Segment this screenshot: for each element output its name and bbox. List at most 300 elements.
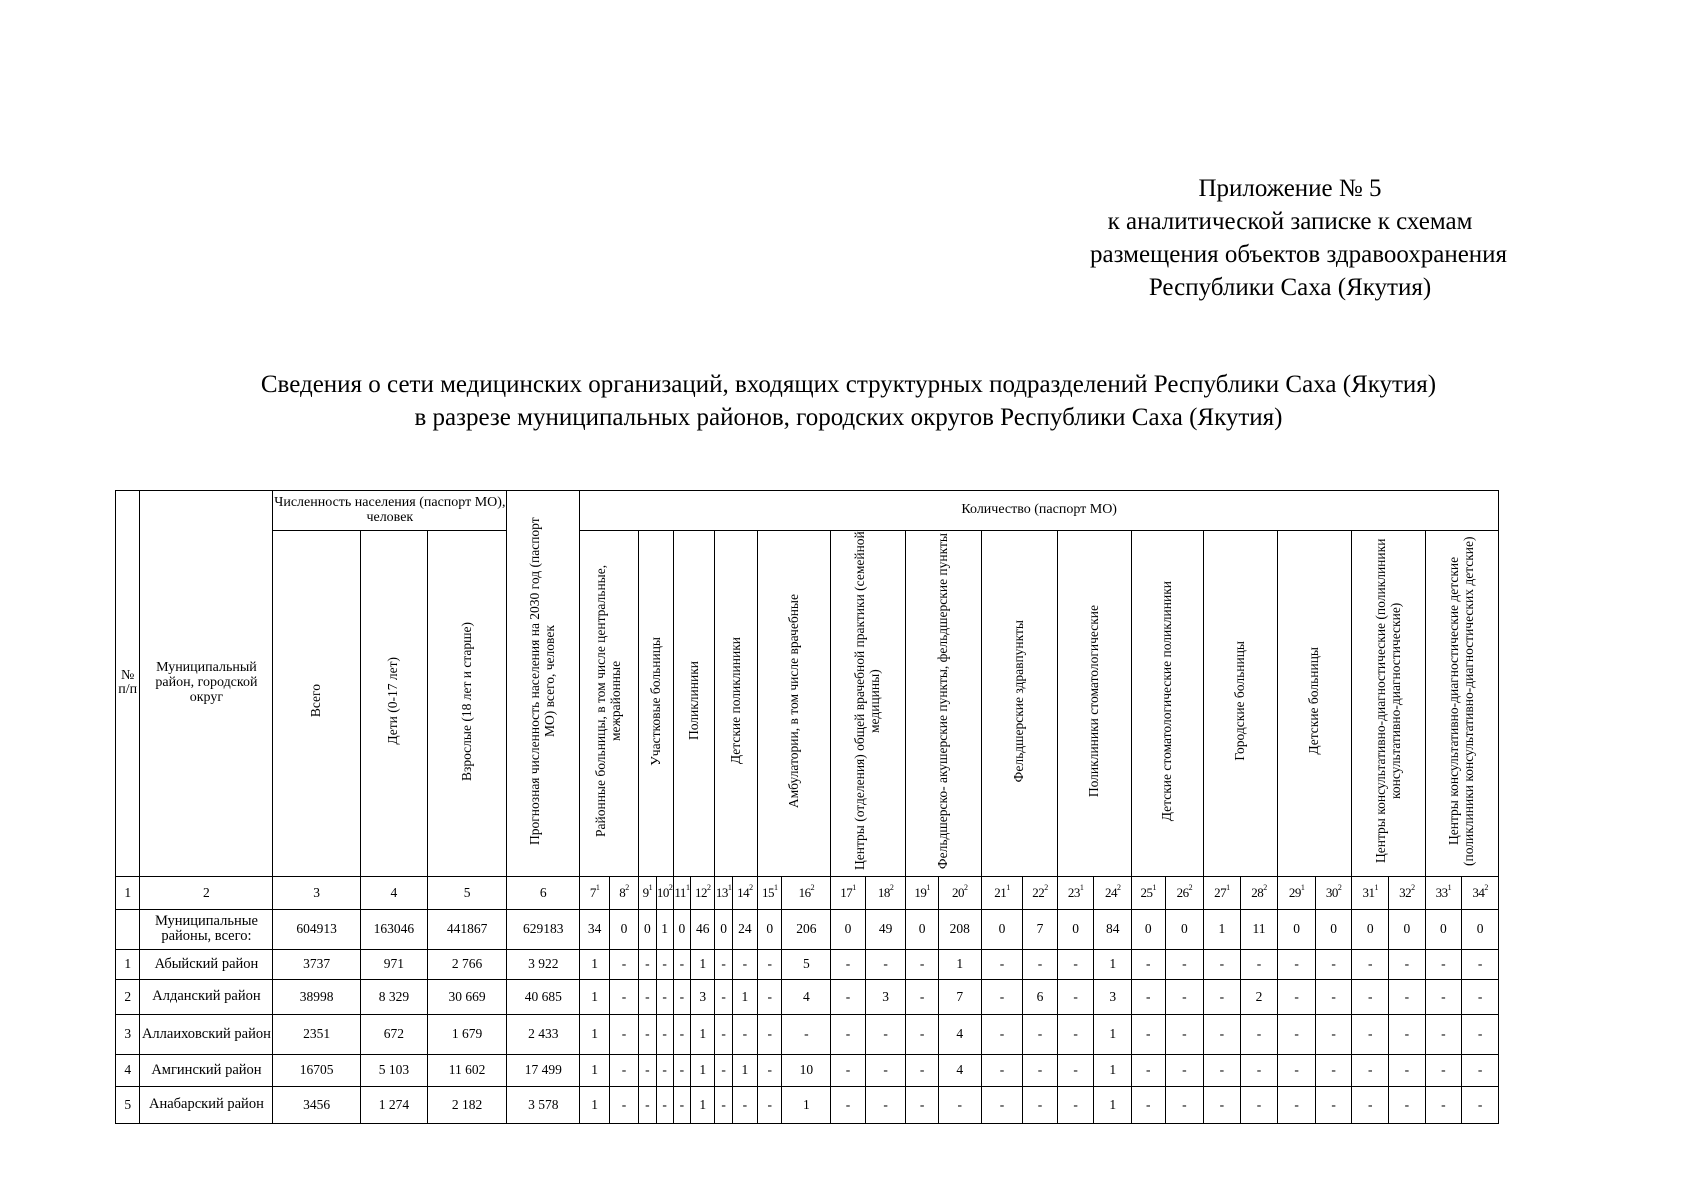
cell-value: - [981, 1054, 1023, 1086]
cell-value: - [1204, 1014, 1241, 1054]
column-number-sup: 2 [1188, 882, 1193, 892]
column-number [782, 876, 831, 909]
cell-value: 1 [691, 1014, 715, 1054]
cell-value: 1 [691, 1086, 715, 1123]
cell-total: 3456 [273, 1086, 360, 1123]
column-number-main: 27 [1214, 884, 1227, 900]
cell-value: - [1204, 949, 1241, 979]
header-row-categories [116, 531, 1499, 877]
cell-children: 672 [360, 1014, 427, 1054]
header-children [360, 531, 427, 877]
cell-value: - [1425, 949, 1462, 979]
cell-forecast: 3 578 [507, 1086, 580, 1123]
cell-value: 1 [1094, 1014, 1132, 1054]
column-number: 1 [116, 876, 140, 909]
cell-value: 0 [906, 909, 939, 949]
cell-value: - [639, 949, 656, 979]
table-row [116, 949, 1499, 979]
column-number-sup: 1 [1226, 882, 1230, 892]
cell-value: - [609, 1086, 638, 1123]
cell-value: - [1204, 979, 1241, 1014]
cell-value: - [906, 1054, 939, 1086]
header-category-text: Центры (отделения) общей врачебной практики (семейной медицины) [852, 531, 883, 871]
column-number-sup: 1 [774, 882, 778, 892]
cell-value: - [906, 1014, 939, 1054]
column-number-sup: 2 [1484, 882, 1488, 892]
column-number [1425, 876, 1462, 909]
column-number [1165, 876, 1204, 909]
column-number-sup: 1 [1447, 882, 1452, 892]
cell-children: 5 103 [360, 1054, 427, 1086]
cell-value: - [1389, 949, 1426, 979]
header-category-text: Амбулатории, в том числе врачебные [785, 593, 801, 809]
cell-value: - [758, 949, 782, 979]
cell-value: - [831, 979, 866, 1014]
column-number-sup: 2 [749, 882, 753, 892]
row-name: Анабарский район [140, 1086, 273, 1123]
cell-value: 0 [609, 909, 638, 949]
cell-value: - [673, 1086, 690, 1123]
column-number [1023, 876, 1058, 909]
cell-value: - [732, 1014, 757, 1054]
cell-value: - [1057, 1086, 1094, 1123]
table-row [116, 979, 1499, 1014]
column-number-sup: 2 [964, 882, 968, 892]
cell-value: - [1352, 979, 1389, 1014]
cell-value: - [1278, 949, 1316, 979]
cell-value: - [1425, 1086, 1462, 1123]
cell-value: 84 [1094, 909, 1132, 949]
column-number [758, 876, 782, 909]
cell-forecast: 2 433 [507, 1014, 580, 1054]
column-number-main: 13 [715, 884, 728, 900]
cell-value: 1 [691, 1054, 715, 1086]
cell-total: 604913 [273, 909, 360, 949]
cell-value: - [981, 979, 1023, 1014]
cell-value: 1 [691, 949, 715, 979]
column-number-main: 10 [656, 884, 669, 900]
cell-value: 4 [938, 1054, 981, 1086]
header-population-group: Численность населения (паспорт МО), человек [273, 491, 507, 531]
column-number: 6 [507, 876, 580, 909]
cell-value: - [1165, 949, 1204, 979]
cell-value: - [758, 1086, 782, 1123]
cell-total: 38998 [273, 979, 360, 1014]
cell-value: - [906, 979, 939, 1014]
column-number-main: 14 [737, 884, 750, 900]
cell-forecast: 40 685 [507, 979, 580, 1014]
appendix-line: Приложение № 5 [1198, 175, 1382, 202]
cell-value: - [1315, 949, 1352, 979]
header-category-text: Фельдшерские здравпункты [1010, 619, 1026, 783]
cell-value: - [639, 1054, 656, 1086]
cell-value: - [1315, 979, 1352, 1014]
header-name: Муниципальный район, городской округ [140, 491, 273, 877]
column-number-main: 19 [914, 884, 927, 900]
cell-value: - [715, 1086, 732, 1123]
column-number-main: 34 [1472, 884, 1485, 900]
cell-value: 0 [1315, 909, 1352, 949]
cell-value: 1 [938, 949, 981, 979]
cell-forecast: 629183 [507, 909, 580, 949]
cell-value: 24 [732, 909, 757, 949]
cell-value: - [1462, 1054, 1499, 1086]
cell-value: - [1425, 1014, 1462, 1054]
cell-value: 0 [1131, 909, 1165, 949]
cell-total: 2351 [273, 1014, 360, 1054]
column-number [691, 876, 715, 909]
cell-value: 1 [782, 1086, 831, 1123]
cell-total: 16705 [273, 1054, 360, 1086]
header-category [1204, 531, 1278, 877]
header-category [639, 531, 674, 877]
column-number [1240, 876, 1278, 909]
column-number [580, 876, 609, 909]
cell-value: 0 [1165, 909, 1204, 949]
cell-value: - [1352, 949, 1389, 979]
header-forecast [507, 491, 580, 877]
header-row-groups [116, 491, 1499, 531]
cell-value: 7 [938, 979, 981, 1014]
document-title [0, 368, 1697, 434]
cell-value: - [1057, 1054, 1094, 1086]
cell-value: 0 [639, 909, 656, 949]
header-category [981, 531, 1057, 877]
cell-value: 1 [656, 909, 673, 949]
cell-value: 1 [1094, 1054, 1132, 1086]
cell-adults: 1 679 [427, 1014, 506, 1054]
cell-adults: 2 182 [427, 1086, 506, 1123]
column-number-main: 20 [952, 884, 965, 900]
cell-value: - [1057, 949, 1094, 979]
appendix-line: размещения объектов здравоохранения [1090, 241, 1508, 268]
table-row [116, 909, 1499, 949]
header-category [1131, 531, 1203, 877]
cell-value: 2 [1240, 979, 1278, 1014]
column-number-sup: 2 [1044, 882, 1048, 892]
column-number: 5 [427, 876, 506, 909]
column-number-main: 8 [619, 884, 626, 900]
cell-value: 0 [758, 909, 782, 949]
cell-value: - [1165, 1054, 1204, 1086]
cell-value: - [1315, 1014, 1352, 1054]
column-number: 4 [360, 876, 427, 909]
cell-value: 1 [580, 949, 609, 979]
row-name: Абыйский район [140, 949, 273, 979]
column-number [981, 876, 1023, 909]
cell-value: - [758, 979, 782, 1014]
cell-value: 208 [938, 909, 981, 949]
cell-value: 0 [1278, 909, 1316, 949]
cell-value: - [732, 949, 757, 979]
column-number-sup: 2 [625, 882, 629, 892]
cell-value: - [938, 1086, 981, 1123]
cell-value: 0 [715, 909, 732, 949]
cell-value: - [758, 1014, 782, 1054]
column-number-main: 22 [1032, 884, 1045, 900]
cell-value: - [715, 979, 732, 1014]
column-number [831, 876, 866, 909]
header-category-text: Центры консультативно-диагностические детские (поликлиники консультативно-диагностических детские) [1445, 536, 1476, 866]
column-number-main: 25 [1140, 884, 1153, 900]
cell-value: - [1204, 1086, 1241, 1123]
cell-value: - [1389, 979, 1426, 1014]
cell-value: - [758, 1054, 782, 1086]
cell-children: 1 274 [360, 1086, 427, 1123]
header-category-text: Участковые больницы [647, 636, 663, 766]
column-number-sup: 2 [707, 882, 711, 892]
cell-value: - [1240, 1086, 1278, 1123]
cell-total: 3737 [273, 949, 360, 979]
cell-value: - [1204, 1054, 1241, 1086]
column-number-sup: 1 [1079, 882, 1084, 892]
column-number-sup: 1 [1006, 882, 1010, 892]
column-number-main: 33 [1435, 884, 1448, 900]
cell-value: 1 [580, 979, 609, 1014]
cell-value: - [831, 949, 866, 979]
cell-value: - [1023, 1014, 1058, 1054]
cell-value: - [865, 1086, 906, 1123]
cell-value: 3 [691, 979, 715, 1014]
cell-value: - [715, 1014, 732, 1054]
cell-value: - [1315, 1054, 1352, 1086]
column-number-sup: 1 [1300, 882, 1305, 892]
cell-value: - [656, 1086, 673, 1123]
cell-value: 7 [1023, 909, 1058, 949]
appendix-header [1090, 172, 1508, 304]
header-children-text: Дети (0-17 лет) [385, 657, 401, 745]
row-number: 4 [116, 1054, 140, 1086]
column-number [906, 876, 939, 909]
header-category [580, 531, 639, 877]
cell-value: - [609, 1014, 638, 1054]
cell-value: - [1278, 1086, 1316, 1123]
header-category-text: Поликлиники стоматологические [1085, 604, 1101, 798]
cell-value: - [673, 949, 690, 979]
cell-value: 1 [580, 1086, 609, 1123]
header-category-text: Детские больницы [1306, 647, 1322, 755]
cell-value: - [1240, 949, 1278, 979]
column-number-sup: 1 [1374, 882, 1378, 892]
cell-value: - [656, 1014, 673, 1054]
cell-value: 0 [1425, 909, 1462, 949]
cell-value: 10 [782, 1054, 831, 1086]
cell-adults: 2 766 [427, 949, 506, 979]
header-category-text: Детские поликлиники [727, 637, 743, 765]
column-number-main: 7 [589, 884, 596, 900]
cell-value: - [639, 1086, 656, 1123]
row-name: Муниципальные районы, всего: [140, 909, 273, 949]
column-number-main: 12 [695, 884, 707, 900]
column-number-sup: 1 [595, 882, 600, 892]
cell-value: 11 [1240, 909, 1278, 949]
cell-value: - [715, 949, 732, 979]
cell-value: - [673, 1054, 690, 1086]
header-category [673, 531, 715, 877]
column-number-main: 18 [877, 884, 890, 900]
column-number-main: 9 [642, 884, 649, 900]
cell-value: - [1425, 1054, 1462, 1086]
cell-value: - [1131, 1086, 1165, 1123]
cell-value: 0 [1389, 909, 1426, 949]
column-number-sup: 1 [926, 882, 930, 892]
cell-value: - [1165, 1086, 1204, 1123]
cell-value: - [656, 979, 673, 1014]
cell-value: - [1278, 979, 1316, 1014]
cell-value: - [609, 1054, 638, 1086]
cell-value: - [639, 979, 656, 1014]
cell-value: - [1165, 979, 1204, 1014]
cell-value: - [1352, 1014, 1389, 1054]
column-number-sup: 2 [889, 882, 894, 892]
cell-value: - [865, 949, 906, 979]
cell-value: 3 [865, 979, 906, 1014]
cell-value: 4 [782, 979, 831, 1014]
column-number-sup: 2 [1337, 882, 1342, 892]
column-number-main: 29 [1288, 884, 1301, 900]
cell-value: 4 [938, 1014, 981, 1054]
cell-value: - [1425, 979, 1462, 1014]
column-number [1352, 876, 1389, 909]
cell-value: - [1023, 1086, 1058, 1123]
cell-value: - [906, 1086, 939, 1123]
column-number-main: 31 [1362, 884, 1375, 900]
column-number [865, 876, 906, 909]
header-category-text: Городские больницы [1232, 641, 1248, 761]
column-number-sup: 2 [668, 882, 673, 892]
header-adults [427, 531, 506, 877]
row-number [116, 909, 140, 949]
cell-value: - [865, 1014, 906, 1054]
cell-value: - [1315, 1086, 1352, 1123]
header-category-text: Центры консультативно-диагностические (поликлиники консультативно-диагностические) [1372, 538, 1403, 864]
cell-value: - [831, 1086, 866, 1123]
cell-value: - [1352, 1086, 1389, 1123]
cell-forecast: 17 499 [507, 1054, 580, 1086]
cell-value: - [639, 1014, 656, 1054]
column-number [715, 876, 732, 909]
appendix-line: к аналитической записке к схемам [1107, 208, 1473, 235]
column-number-main: 24 [1104, 884, 1117, 900]
header-category [758, 531, 831, 877]
cell-value: - [1389, 1014, 1426, 1054]
cell-value: - [1131, 1054, 1165, 1086]
cell-value: - [732, 1086, 757, 1123]
cell-value: 1 [1204, 909, 1241, 949]
column-number-main: 15 [762, 884, 775, 900]
table-row [116, 1014, 1499, 1054]
cell-value: - [782, 1014, 831, 1054]
cell-value: - [1131, 979, 1165, 1014]
header-category [1057, 531, 1131, 877]
cell-value: 1 [1094, 949, 1132, 979]
cell-value: - [656, 1054, 673, 1086]
cell-value: - [1057, 979, 1094, 1014]
header-category-text: Поликлиники [685, 661, 701, 741]
column-number-main: 28 [1251, 884, 1264, 900]
header-forecast-text: Прогнозная численность населения на 2030 год (паспорт МО) всего, человек [527, 517, 558, 845]
cell-value: 6 [1023, 979, 1058, 1014]
cell-value: 1 [732, 1054, 757, 1086]
cell-value: - [1165, 1014, 1204, 1054]
cell-value: - [656, 949, 673, 979]
column-number [1462, 876, 1499, 909]
cell-value: - [906, 949, 939, 979]
cell-value: 1 [732, 979, 757, 1014]
header-adults-text: Взрослые (18 лет и старше) [458, 621, 474, 781]
cell-value: - [673, 979, 690, 1014]
cell-value: - [1352, 1054, 1389, 1086]
column-number-main: 26 [1176, 884, 1189, 900]
cell-value: - [609, 979, 638, 1014]
header-category [1352, 531, 1425, 877]
column-number [639, 876, 656, 909]
column-number-sup: 1 [852, 882, 856, 892]
cell-value: 0 [831, 909, 866, 949]
column-number [1204, 876, 1241, 909]
column-number-main: 11 [674, 884, 686, 900]
cell-value: - [1023, 949, 1058, 979]
cell-value: - [1462, 1014, 1499, 1054]
column-number-main: 30 [1325, 884, 1338, 900]
cell-value: 0 [1057, 909, 1094, 949]
column-number-sup: 1 [648, 882, 653, 892]
cell-value: - [1389, 1054, 1426, 1086]
cell-value: - [1462, 1086, 1499, 1123]
cell-value: - [981, 1014, 1023, 1054]
cell-value: 46 [691, 909, 715, 949]
column-number-sup: 2 [810, 882, 815, 892]
column-number [1315, 876, 1352, 909]
column-number [673, 876, 690, 909]
column-number-sup: 2 [1116, 882, 1121, 892]
cell-value: - [1131, 1014, 1165, 1054]
cell-value: - [865, 1054, 906, 1086]
header-category [1278, 531, 1352, 877]
column-number [1057, 876, 1094, 909]
cell-value: - [1240, 1054, 1278, 1086]
column-number [938, 876, 981, 909]
header-category-text: Фельдшерско- акушерские пункты, фельдшерские пункты [935, 532, 951, 870]
cell-value: 206 [782, 909, 831, 949]
column-number-main: 21 [994, 884, 1007, 900]
column-number: 3 [273, 876, 360, 909]
cell-children: 8 329 [360, 979, 427, 1014]
column-number: 2 [140, 876, 273, 909]
title-line: в разрезе муниципальных районов, городских округов Республики Саха (Якутия) [414, 404, 1283, 431]
row-name: Амгинский район [140, 1054, 273, 1086]
column-number-main: 32 [1399, 884, 1412, 900]
cell-value: 1 [580, 1014, 609, 1054]
header-total [273, 531, 360, 877]
cell-value: - [1462, 979, 1499, 1014]
column-number [1389, 876, 1426, 909]
header-category-text: Районные больницы, в том числе центральные, межрайонные [593, 564, 624, 838]
header-num: № п/п [116, 491, 140, 877]
column-number [609, 876, 638, 909]
column-number [1094, 876, 1132, 909]
cell-value: - [1462, 949, 1499, 979]
cell-children: 971 [360, 949, 427, 979]
cell-value: 0 [1352, 909, 1389, 949]
column-number-main: 17 [840, 884, 853, 900]
header-category [831, 531, 906, 877]
column-number-row [116, 876, 1499, 909]
cell-value: 3 [1094, 979, 1132, 1014]
registry-table [115, 490, 1499, 1124]
cell-adults: 30 669 [427, 979, 506, 1014]
column-number-sup: 1 [1152, 882, 1156, 892]
